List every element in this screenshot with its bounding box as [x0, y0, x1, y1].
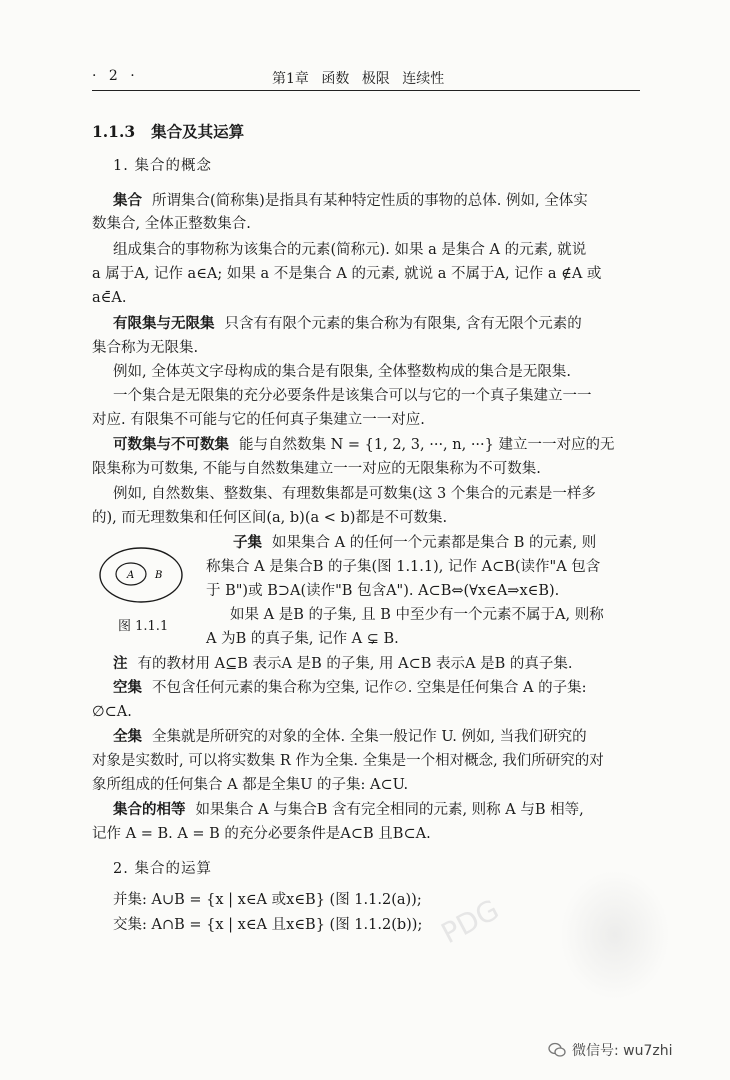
- paragraph-proper-l1: 如果 A 是B 的子集, 且 B 中至少有一个元素不属于A, 则称: [230, 607, 604, 623]
- header-rule: [92, 90, 640, 91]
- figure-caption: 图 1.1.1: [118, 619, 169, 634]
- term-finite-infinite: 有限集与无限集: [113, 316, 215, 332]
- section-title: 集合及其运算: [151, 122, 245, 141]
- venn-label-b: B: [155, 570, 163, 581]
- paragraph-infinite-l2: 对应. 有限集不可能与它的任何真子集建立一一对应.: [92, 412, 425, 428]
- paragraph-empty-cont: ∅⊂A.: [92, 704, 132, 720]
- subsection-heading-1: 1. 集合的概念: [113, 158, 212, 174]
- paragraph-universal-l3: 象所组成的任何集合 A 都是全集U 的子集: A⊂U.: [92, 777, 409, 793]
- paragraph-subset-l2: 称集合 A 是集合B 的子集(图 1.1.1), 记作 A⊂B(读作"A 包含: [206, 559, 601, 575]
- paragraph-universal-l2: 对象是实数时, 可以将实数集 R 作为全集. 全集是一个相对概念, 我们所研究的对: [92, 753, 604, 769]
- paragraph-empty: [113, 677, 640, 700]
- venn-diagram-figure: [98, 545, 184, 605]
- term-countable: 可数集与不可数集: [113, 437, 229, 453]
- finite-text: 只含有有限个元素的集合称为有限集, 含有无限个元素的: [224, 316, 582, 332]
- paragraph-element-l2: a 属于A, 记作 a∈A; 如果 a 不是集合 A 的元素, 就说 a 不属于A, 记作 a ∉A 或: [92, 266, 602, 282]
- paragraph-countable: [113, 434, 640, 457]
- intersection-definition: 交集: A∩B = {x | x∈A 且x∈B} (图 1.1.2(b));: [113, 917, 423, 933]
- countable-text: 能与自然数集 N = {1, 2, 3, ···, n, ···} 建立一一对应的无: [239, 437, 615, 453]
- union-definition: 并集: A∪B = {x | x∈A 或x∈B} (图 1.1.2(a));: [113, 892, 422, 908]
- paragraph-finite: [113, 313, 640, 336]
- watermark-brush: [560, 870, 670, 1000]
- paragraph-subset-l3: 于 B")或 B⊃A(读作"B 包含A"). A⊂B⇔(∀x∈A⇒x∈B).: [206, 583, 560, 599]
- paragraph-countable-cont: 限集称为可数集, 不能与自然数集建立一一对应的无限集称为不可数集.: [92, 461, 541, 477]
- paragraph-element-l1: 组成集合的事物称为该集合的元素(简称元). 如果 a 是集合 A 的元素, 就说: [113, 242, 587, 258]
- paragraph-set-def: [113, 190, 640, 213]
- term-note: 注: [113, 656, 128, 672]
- wechat-id: 微信号: wu7zhi: [572, 1043, 673, 1059]
- section-heading: [92, 120, 244, 142]
- paragraph-example: 例如, 全体英文字母构成的集合是有限集, 全体整数构成的集合是无限集.: [113, 364, 572, 380]
- paragraph-countable-ex-l2: 的), 而无理数集和任何区间(a, b)(a < b)都是不可数集.: [92, 510, 448, 526]
- venn-set-b: [100, 548, 182, 602]
- wechat-watermark: [548, 1040, 673, 1060]
- term-subset: 子集: [233, 535, 262, 551]
- set-def-cont: 数集合, 全体正整数集合.: [92, 216, 251, 232]
- wechat-icon: [548, 1042, 566, 1058]
- paragraph-note: [113, 653, 640, 676]
- set-def-text: 所谓集合(简称集)是指具有某种特定性质的事物的总体. 例如, 全体实: [152, 193, 588, 209]
- paragraph-universal: [113, 726, 640, 749]
- paragraph-proper-l2: A 为B 的真子集, 记作 A ⊊ B.: [206, 631, 399, 647]
- term-empty: 空集: [113, 680, 142, 696]
- universal-text: 全集就是所研究的对象的全体. 全集一般记作 U. 例如, 当我们研究的: [152, 729, 587, 745]
- venn-label-a: A: [127, 570, 135, 581]
- chapter-title: 第1章 函数 极限 连续性: [272, 71, 445, 87]
- paragraph-equal-cont: 记作 A = B. A = B 的充分必要条件是A⊂B 且B⊂A.: [92, 826, 431, 842]
- term-set: 集合: [113, 193, 142, 209]
- paragraph-finite-cont: 集合称为无限集.: [92, 340, 199, 356]
- subsection-heading-2: 2. 集合的运算: [113, 861, 212, 877]
- pdg-watermark: PDG: [435, 892, 505, 951]
- running-header: [92, 66, 640, 88]
- term-universal: 全集: [113, 729, 142, 745]
- paragraph-infinite-l1: 一个集合是无限集的充分必要条件是该集合可以与它的一个真子集建立一一: [113, 388, 592, 404]
- term-equal: 集合的相等: [113, 802, 186, 818]
- subset-text: 如果集合 A 的任何一个元素都是集合 B 的元素, 则: [272, 535, 597, 551]
- paragraph-element-l3: a∈̄A.: [92, 290, 127, 306]
- empty-text: 不包含任何元素的集合称为空集, 记作∅. 空集是任何集合 A 的子集:: [152, 680, 587, 696]
- paragraph-equal: [113, 799, 640, 822]
- page-number: · 2 ·: [92, 68, 139, 84]
- section-number: 1.1.3: [92, 122, 136, 141]
- paragraph-countable-ex-l1: 例如, 自然数集、整数集、有理数集都是可数集(这 3 个集合的元素是一样多: [113, 486, 596, 502]
- note-text: 有的教材用 A⊆B 表示A 是B 的子集, 用 A⊂B 表示A 是B 的真子集.: [137, 656, 573, 672]
- paragraph-subset: [233, 532, 640, 555]
- equal-text: 如果集合 A 与集合B 含有完全相同的元素, 则称 A 与B 相等,: [195, 802, 584, 818]
